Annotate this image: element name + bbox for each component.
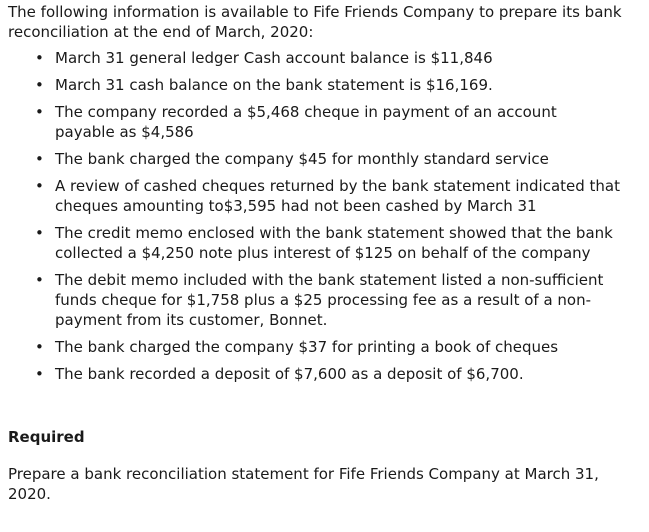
document — [8, 2, 638, 504]
bullet-icon: • — [35, 177, 44, 195]
bullet-icon: • — [35, 271, 44, 289]
list-item — [8, 149, 638, 169]
list-item-text: The bank charged the company $37 for printing a book of cheques — [55, 338, 559, 356]
list-item — [8, 48, 638, 68]
list-item-text: March 31 cash balance on the bank statement is $16,169. — [55, 76, 493, 94]
list-item-text: March 31 general ledger Cash account balance is $11,846 — [55, 49, 493, 67]
required-heading: Required — [8, 428, 85, 446]
list-item — [8, 270, 635, 330]
bullet-icon: • — [35, 224, 44, 242]
bullet-icon: • — [35, 103, 44, 121]
intro-paragraph: The following information is available to Fife Friends Company to prepare its bank reconciliation at the end of March, 2020: — [8, 3, 622, 41]
list-item-text: The bank charged the company $45 for monthly standard service — [55, 150, 549, 168]
list-item-text: The company recorded a $5,468 cheque in payment of an account payable as $4,586 — [55, 103, 557, 141]
task-paragraph: Prepare a bank reconciliation statement for Fife Friends Company at March 31, 2020. — [8, 465, 599, 503]
list-item — [8, 102, 615, 142]
list-item — [8, 337, 638, 357]
bullet-icon: • — [35, 338, 44, 356]
list-item — [8, 75, 638, 95]
bullet-icon: • — [35, 49, 44, 67]
list-item-text: A review of cashed cheques returned by the bank statement indicated that cheques amounting to$3,595 had not been cashed by March 31 — [55, 177, 620, 215]
bullet-icon: • — [35, 365, 44, 383]
list-item-text: The bank recorded a deposit of $7,600 as a deposit of $6,700. — [55, 365, 524, 383]
bullet-icon: • — [35, 76, 44, 94]
facts-list — [8, 48, 638, 384]
list-item-text: The debit memo included with the bank statement listed a non-sufficient funds cheque for $1,758 plus a $25 processing fee as a result of a non-payment from its customer, Bonnet. — [55, 271, 604, 329]
list-item-text: The credit memo enclosed with the bank statement showed that the bank collected a $4,250 note plus interest of $125 on behalf of the company — [55, 224, 613, 262]
list-item — [8, 364, 638, 384]
bullet-icon: • — [35, 150, 44, 168]
list-item — [8, 176, 638, 216]
list-item — [8, 223, 649, 263]
